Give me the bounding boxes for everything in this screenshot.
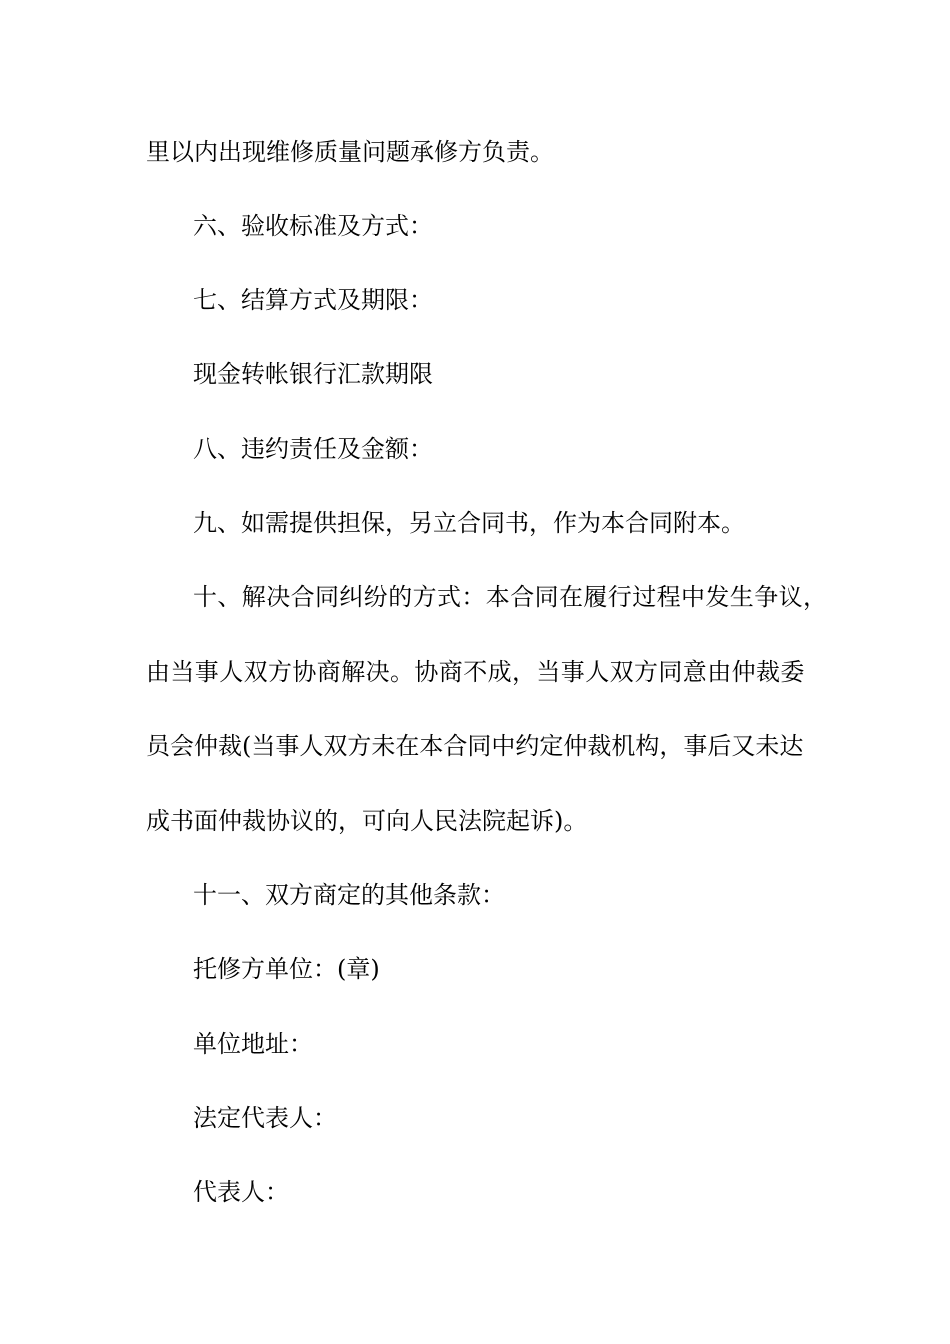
unit-address-label: 单位地址：	[193, 1030, 313, 1058]
legal-representative-label: 法定代表人：	[193, 1104, 337, 1132]
clause-11-heading: 十一、双方商定的其他条款：	[193, 881, 505, 909]
clause-9-text: 九、如需提供担保，另立合同书，作为本合同附本。	[193, 509, 745, 537]
clause-10-line-4: 成书面仲裁协议的，可向人民法院起诉)。	[146, 807, 588, 835]
clause-8-heading: 八、违约责任及金额：	[193, 435, 433, 463]
representative-label: 代表人：	[193, 1178, 289, 1206]
clause-10-line-3: 员会仲裁(当事人双方未在本合同中约定仲裁机构，事后又未达	[146, 732, 804, 760]
clause-10-line-1: 十、解决合同纠纷的方式：本合同在履行过程中发生争议，	[193, 583, 828, 611]
clause-10-line-2: 由当事人双方协商解决。协商不成，当事人双方同意由仲裁委	[146, 658, 805, 686]
clause-7-heading: 七、结算方式及期限：	[193, 286, 433, 314]
clause-6-heading: 六、验收标准及方式：	[193, 212, 433, 240]
payment-methods-line: 现金转帐银行汇款期限	[193, 360, 433, 388]
text-line-warranty-end: 里以内出现维修质量问题承修方负责。	[146, 138, 554, 166]
client-unit-label: 托修方单位：(章)	[193, 955, 380, 983]
